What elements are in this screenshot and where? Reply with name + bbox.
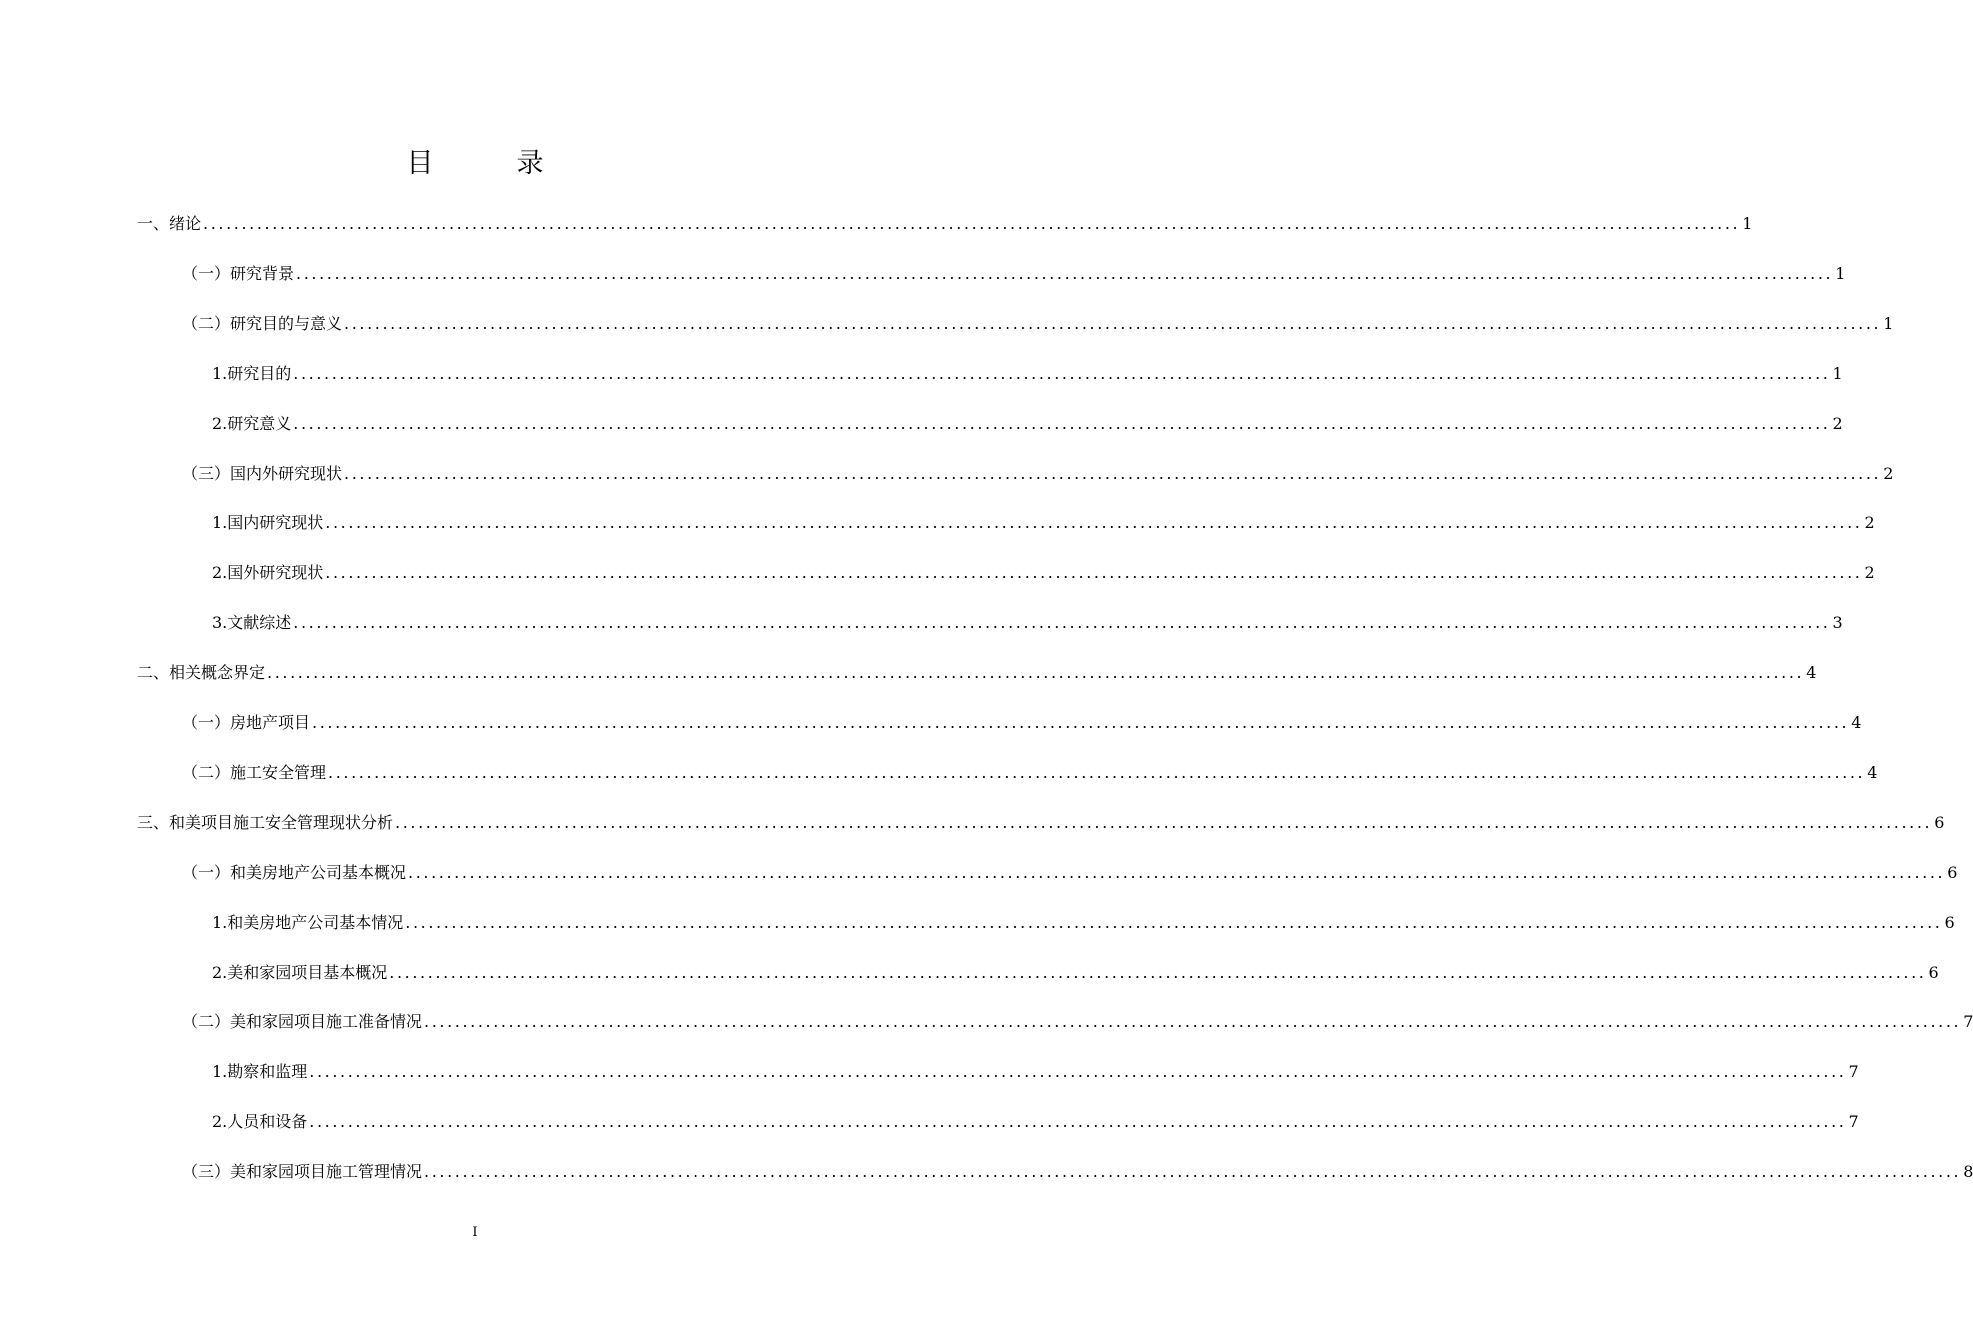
toc-dot-leader: ........................................................................................................................................................................................................ <box>325 563 1863 582</box>
toc-entry[interactable] <box>182 1003 1973 1033</box>
toc-entry-page: 6 <box>1947 863 1958 882</box>
toc-entry-page: 8 <box>1963 1162 1973 1181</box>
toc-entry[interactable] <box>137 205 1753 235</box>
toc-entry[interactable] <box>182 305 1894 335</box>
toc-dot-leader: ........................................................................................................................................................................................................ <box>293 613 1831 632</box>
toc-dot-leader: ........................................................................................................................................................................................................ <box>344 314 1882 333</box>
toc-dot-leader: ........................................................................................................................................................................................................ <box>424 1012 1962 1031</box>
toc-entry-title: （一）研究背景 <box>182 264 295 283</box>
toc-dot-leader: ........................................................................................................................................................................................................ <box>424 1162 1962 1181</box>
page-number: I <box>472 1225 478 1240</box>
toc-entry-title: （一）房地产项目 <box>182 713 311 732</box>
toc-dot-leader: ........................................................................................................................................................................................................ <box>267 663 1805 682</box>
toc-entry[interactable] <box>212 504 1875 534</box>
toc-entry[interactable] <box>212 1103 1859 1133</box>
toc-entry[interactable] <box>212 355 1843 385</box>
toc-dot-leader: ........................................................................................................................................................................................................ <box>395 813 1933 832</box>
toc-entry[interactable] <box>137 804 1945 834</box>
toc-entry-title: 2.人员和设备 <box>212 1112 308 1131</box>
toc-entry-page: 2 <box>1832 414 1843 433</box>
toc-entry-title: 3.文献综述 <box>212 613 292 632</box>
toc-entry-title: 1.研究目的 <box>212 364 292 383</box>
toc-dot-leader: ........................................................................................................................................................................................................ <box>203 214 1741 233</box>
toc-entry-title: （三）美和家园项目施工管理情况 <box>182 1162 423 1181</box>
toc-entry-page: 7 <box>1848 1112 1859 1131</box>
toc-dot-leader: ........................................................................................................................................................................................................ <box>309 1112 1847 1131</box>
toc-dot-leader: ........................................................................................................................................................................................................ <box>389 963 1927 982</box>
toc-entry-title: 2.研究意义 <box>212 414 292 433</box>
toc-entry-page: 3 <box>1832 613 1843 632</box>
toc-entry[interactable] <box>182 455 1894 485</box>
toc-entry-title: （一）和美房地产公司基本概况 <box>182 863 407 882</box>
toc-entry-title: 2.国外研究现状 <box>212 563 324 582</box>
toc-dot-leader: ........................................................................................................................................................................................................ <box>309 1062 1847 1081</box>
toc-entry-title: 三、和美项目施工安全管理现状分析 <box>137 813 394 832</box>
toc-entry-page: 2 <box>1883 464 1894 483</box>
toc-entry-page: 4 <box>1806 663 1817 682</box>
toc-entry-page: 7 <box>1963 1012 1973 1031</box>
toc-dot-leader: ........................................................................................................................................................................................................ <box>293 414 1831 433</box>
page-title: 目 录 <box>406 148 572 179</box>
toc-entry-page: 6 <box>1944 913 1955 932</box>
toc-entry-title: 1.国内研究现状 <box>212 513 324 532</box>
toc-entry-page: 4 <box>1867 763 1878 782</box>
toc-entry[interactable] <box>182 754 1878 784</box>
toc-dot-leader: ........................................................................................................................................................................................................ <box>296 264 1834 283</box>
toc-entry-page: 2 <box>1864 513 1875 532</box>
toc-entry[interactable] <box>182 704 1862 734</box>
toc-entry-title: （二）美和家园项目施工准备情况 <box>182 1012 423 1031</box>
toc-entry-page: 1 <box>1742 214 1753 233</box>
toc-entry[interactable] <box>212 904 1955 934</box>
toc-entry-title: 1.和美房地产公司基本情况 <box>212 913 404 932</box>
toc-entry[interactable] <box>212 554 1875 584</box>
toc-entry-page: 4 <box>1851 713 1862 732</box>
toc-entry-page: 6 <box>1928 963 1939 982</box>
toc-entry-page: 6 <box>1934 813 1945 832</box>
toc-entry-title: （二）研究目的与意义 <box>182 314 343 333</box>
toc-entry-title: 一、绪论 <box>137 214 202 233</box>
toc-entry-title: （三）国内外研究现状 <box>182 464 343 483</box>
toc-entry-title: 二、相关概念界定 <box>137 663 266 682</box>
toc-dot-leader: ........................................................................................................................................................................................................ <box>344 464 1882 483</box>
toc-dot-leader: ........................................................................................................................................................................................................ <box>328 763 1866 782</box>
toc-entry[interactable] <box>137 654 1817 684</box>
toc-entry[interactable] <box>212 405 1843 435</box>
toc-entry-page: 7 <box>1848 1062 1859 1081</box>
toc-entry[interactable] <box>182 1153 1973 1183</box>
toc-entry[interactable] <box>212 604 1843 634</box>
toc-dot-leader: ........................................................................................................................................................................................................ <box>408 863 1946 882</box>
toc-entry[interactable] <box>182 255 1846 285</box>
toc-entry[interactable] <box>212 954 1939 984</box>
toc-dot-leader: ........................................................................................................................................................................................................ <box>312 713 1850 732</box>
toc-entry-title: （二）施工安全管理 <box>182 763 327 782</box>
toc-entry-page: 1 <box>1883 314 1894 333</box>
toc-entry-title: 1.勘察和监理 <box>212 1062 308 1081</box>
toc-entry[interactable] <box>212 1053 1859 1083</box>
toc-dot-leader: ........................................................................................................................................................................................................ <box>293 364 1831 383</box>
toc-dot-leader: ........................................................................................................................................................................................................ <box>405 913 1943 932</box>
toc-entry-page: 1 <box>1835 264 1846 283</box>
toc-entry[interactable] <box>182 854 1958 884</box>
toc-entry-title: 2.美和家园项目基本概况 <box>212 963 388 982</box>
toc-entry-page: 2 <box>1864 563 1875 582</box>
toc-entry-page: 1 <box>1832 364 1843 383</box>
toc-dot-leader: ........................................................................................................................................................................................................ <box>325 513 1863 532</box>
